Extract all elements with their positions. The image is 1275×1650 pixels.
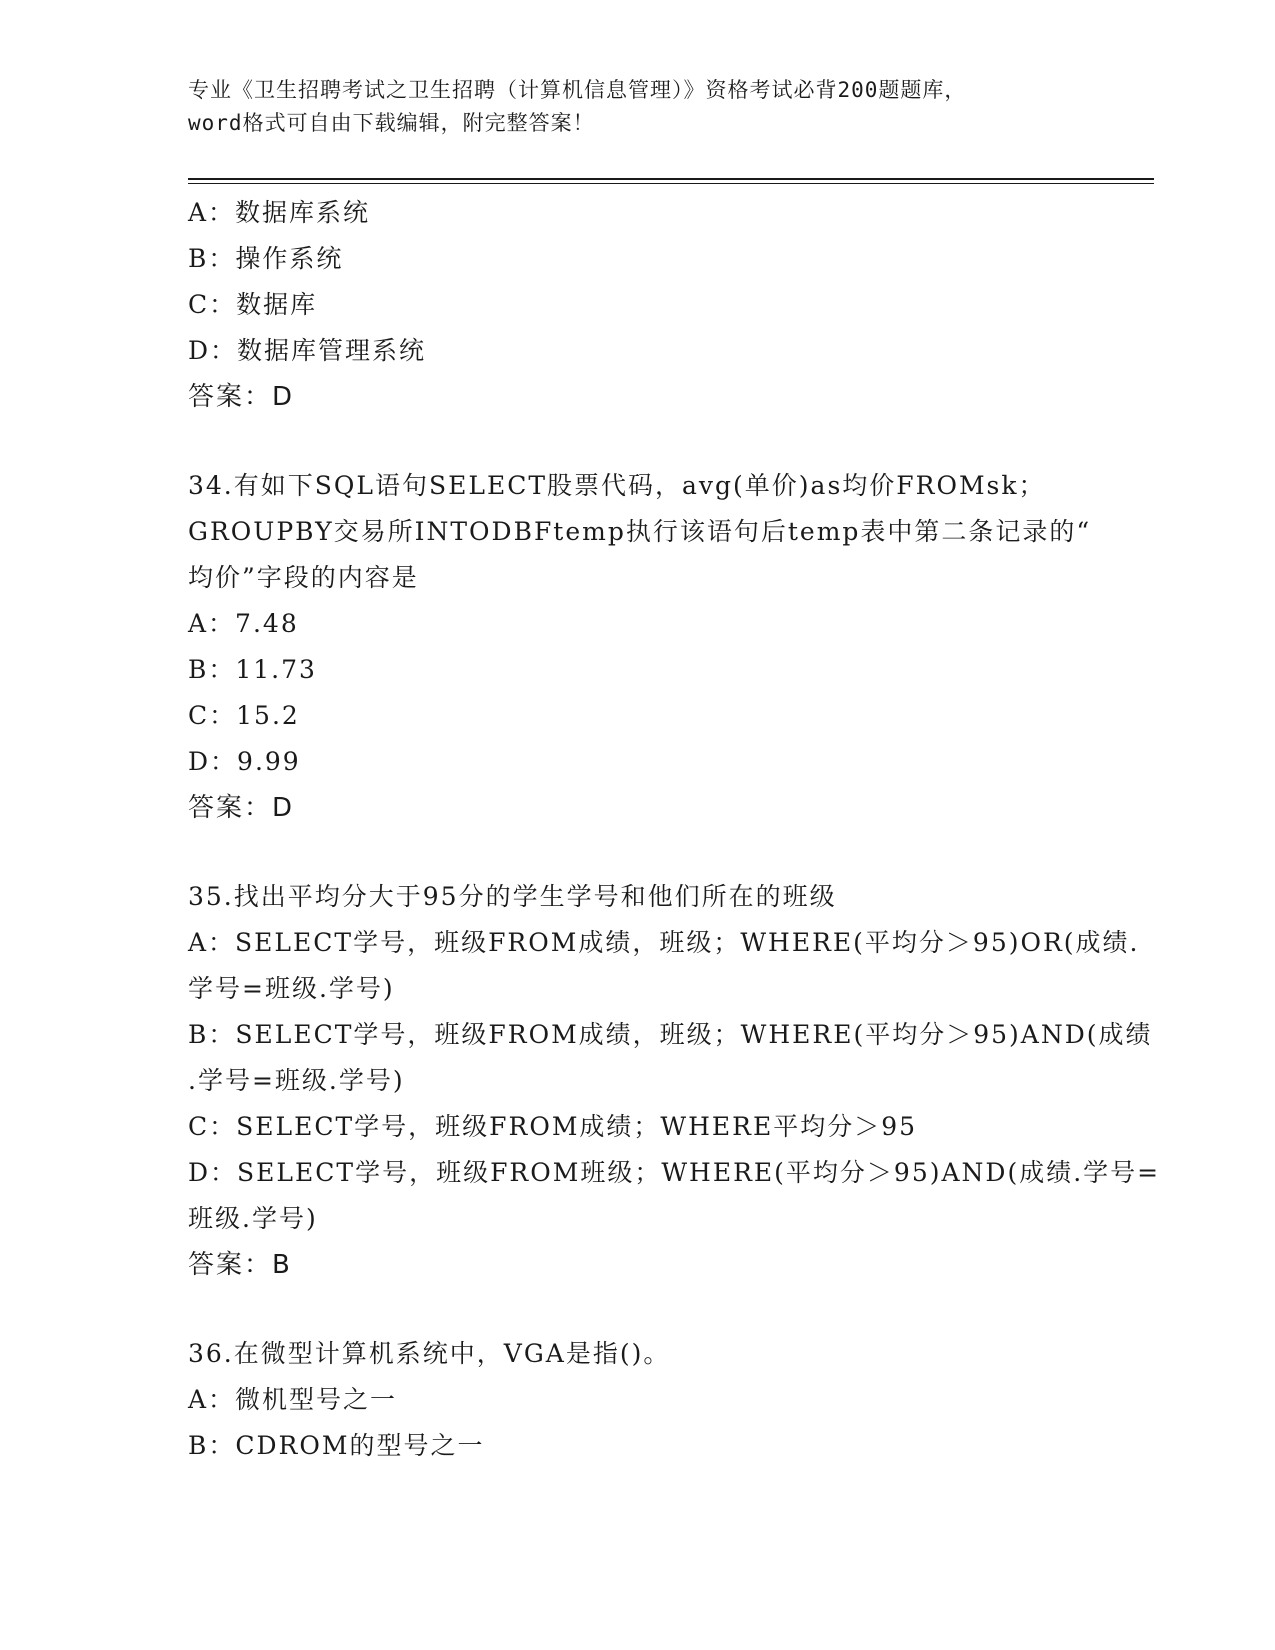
answer-line: 答案：D (188, 382, 295, 412)
option-b: B：11.73 (188, 655, 317, 684)
option-d-line-1: D：SELECT学号，班级FROM班级；WHERE(平均分＞95)AND(成绩.学号= (188, 1158, 1161, 1187)
question-list (188, 190, 1161, 1469)
option-a-line-2: 学号=班级.学号) (188, 974, 395, 1003)
question-35 (188, 874, 1161, 1288)
header-title-line-1: 专业《卫生招聘考试之卫生招聘（计算机信息管理）》资格考试必背200题题库， (188, 78, 967, 102)
option-a: A：7.48 (188, 609, 299, 638)
option-d: D：数据库管理系统 (188, 336, 427, 365)
option-d-line-2: 班级.学号) (188, 1204, 318, 1233)
question-stem: 36.在微型计算机系统中，VGA是指()。 (188, 1339, 671, 1368)
option-b-line-2: .学号=班级.学号) (188, 1066, 405, 1095)
question-stem-line-2: GROUPBY交易所INTODBFtemp执行该语句后temp表中第二条记录的“ (188, 517, 1092, 546)
spacer (188, 1288, 1108, 1331)
spacer (188, 420, 1108, 463)
answer-line: 答案：B (188, 1250, 292, 1280)
header-rule-thick (188, 178, 1154, 180)
option-c: C：15.2 (188, 701, 300, 730)
answer-line: 答案：D (188, 793, 295, 823)
header-rule-thin (188, 183, 1154, 184)
option-c: C：SELECT学号，班级FROM成绩；WHERE平均分＞95 (188, 1112, 918, 1141)
spacer (188, 831, 1108, 874)
question-stem: 35.找出平均分大于95分的学生学号和他们所在的班级 (188, 882, 837, 911)
option-a: A：微机型号之一 (188, 1385, 398, 1414)
header-title-line-2: word格式可自由下载编辑，附完整答案！ (188, 111, 595, 135)
option-a: A：数据库系统 (188, 198, 371, 227)
question-34 (188, 463, 1108, 831)
option-a-line-1: A：SELECT学号，班级FROM成绩，班级；WHERE(平均分＞95)OR(成绩. (188, 928, 1140, 957)
option-d: D：9.99 (188, 747, 301, 776)
option-b: B：操作系统 (188, 244, 344, 273)
document-header (188, 74, 1088, 140)
question-33-tail (188, 190, 1108, 420)
option-b-line-1: B：SELECT学号，班级FROM成绩，班级；WHERE(平均分＞95)AND(成绩 (188, 1020, 1153, 1049)
option-b: B：CDROM的型号之一 (188, 1431, 485, 1460)
question-stem-line-1: 34.有如下SQL语句SELECT股票代码，avg(单价)as均价FROMsk； (188, 471, 1046, 500)
option-c: C：数据库 (188, 290, 318, 319)
question-stem-line-3: 均价”字段的内容是 (188, 563, 419, 592)
question-36 (188, 1331, 1108, 1469)
